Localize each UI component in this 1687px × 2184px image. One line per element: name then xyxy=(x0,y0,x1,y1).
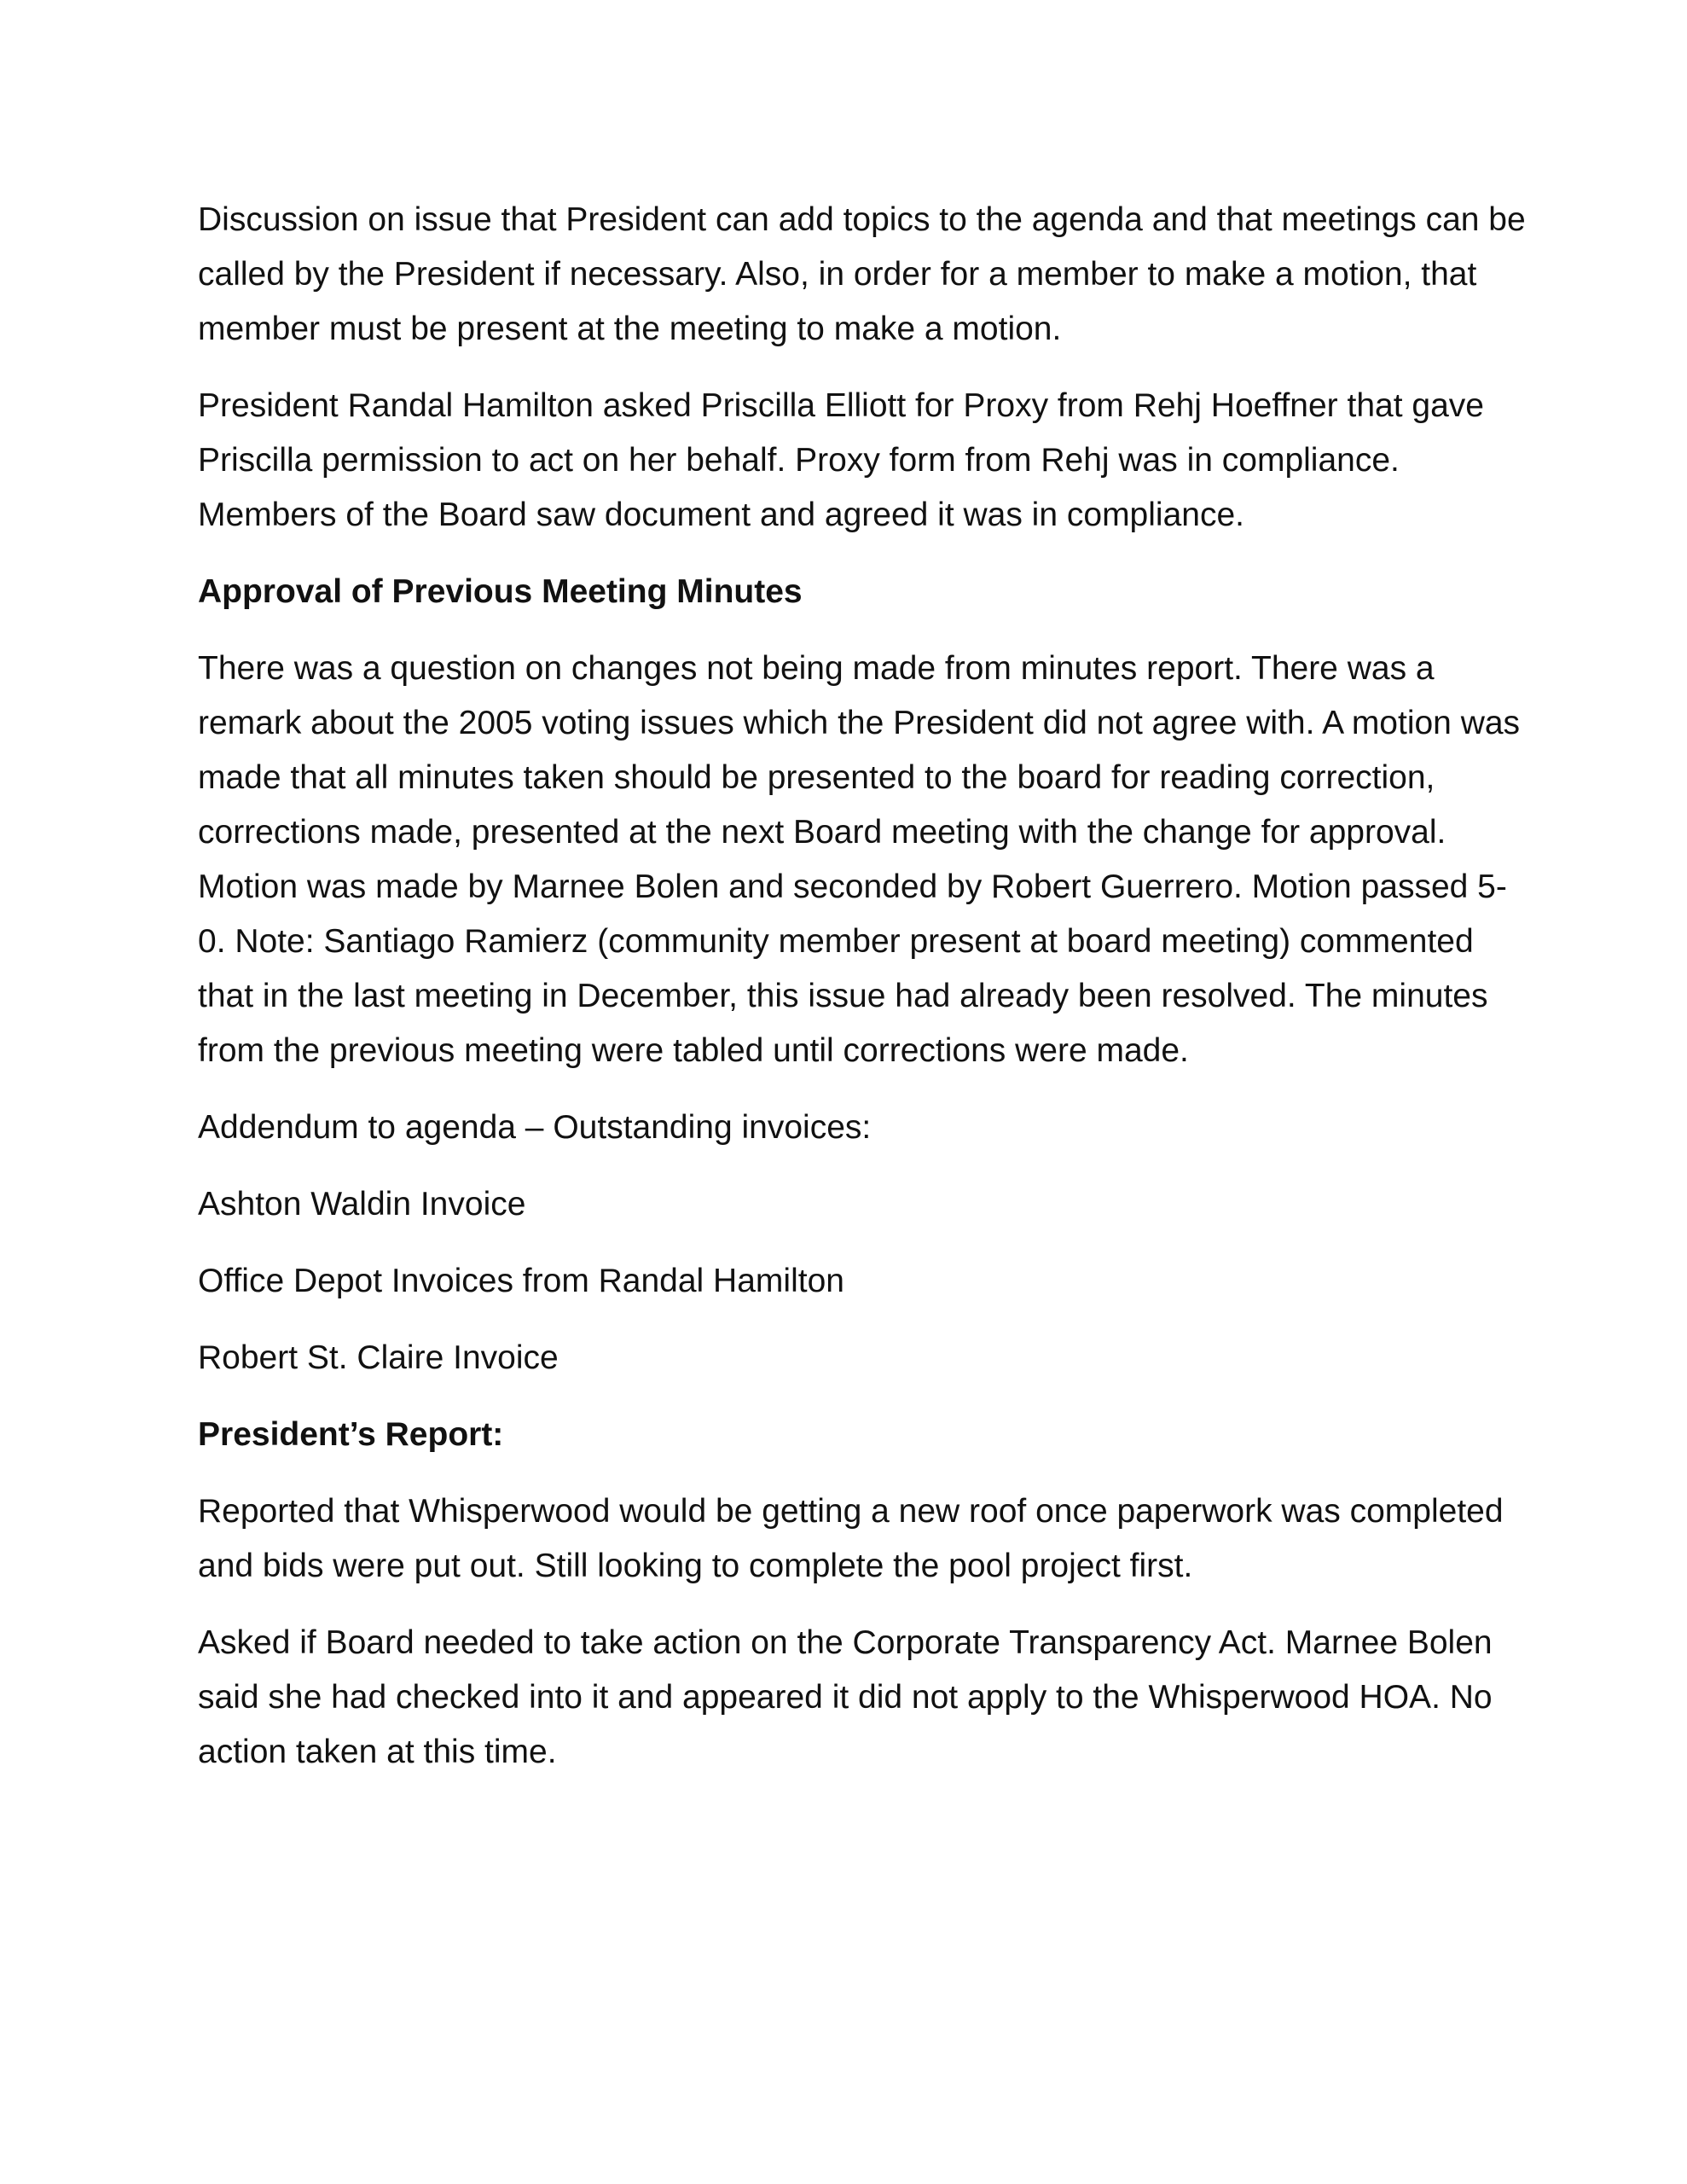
discussion-paragraph: Discussion on issue that President can add topics to the agenda and that meetings can be called by the President if necessary. Also, in order for a member to make a motion, that member must be present at the meeting to make a motion. xyxy=(198,201,1526,347)
president-report-heading: President’s Report: xyxy=(198,1416,504,1453)
invoice-item: Office Depot Invoices from Randal Hamilton xyxy=(198,1263,844,1299)
approval-heading: Approval of Previous Meeting Minutes xyxy=(198,573,803,610)
transparency-act-paragraph: Asked if Board needed to take action on the Corporate Transparency Act. Marnee Bolen said she had checked into it and appeared it did not apply to the Whisperwood HOA. No action taken at this time. xyxy=(198,1624,1493,1770)
addendum-intro: Addendum to agenda – Outstanding invoices: xyxy=(198,1109,872,1146)
proxy-paragraph: President Randal Hamilton asked Priscilla Elliott for Proxy from Rehj Hoeffner that gave Priscilla permission to act on her behalf. Proxy form from Rehj was in compliance. Members of the Board saw document and agreed it was in compliance. xyxy=(198,387,1484,533)
document-page xyxy=(198,193,1528,1802)
roof-paragraph: Reported that Whisperwood would be getting a new roof once paperwork was completed and bids were put out. Still looking to complete the pool project first. xyxy=(198,1493,1504,1584)
invoice-item: Robert St. Claire Invoice xyxy=(198,1339,559,1376)
invoice-item: Ashton Waldin Invoice xyxy=(198,1186,526,1223)
approval-paragraph: There was a question on changes not being made from minutes report. There was a remark about the 2005 voting issues which the President did not agree with. A motion was made that all minutes taken should be presented to the board for reading correction, corrections made, presented at the next Board meeting with the change for approval. Motion was made by Marnee Bolen and seconded by Robert Guerrero. Motion passed 5-0. Note: Santiago Ramierz (community member present at board meeting) commented that in the last meeting in December, this issue had already been resolved. The minutes from the previous meeting were tabled until corrections were made. xyxy=(198,650,1521,1069)
